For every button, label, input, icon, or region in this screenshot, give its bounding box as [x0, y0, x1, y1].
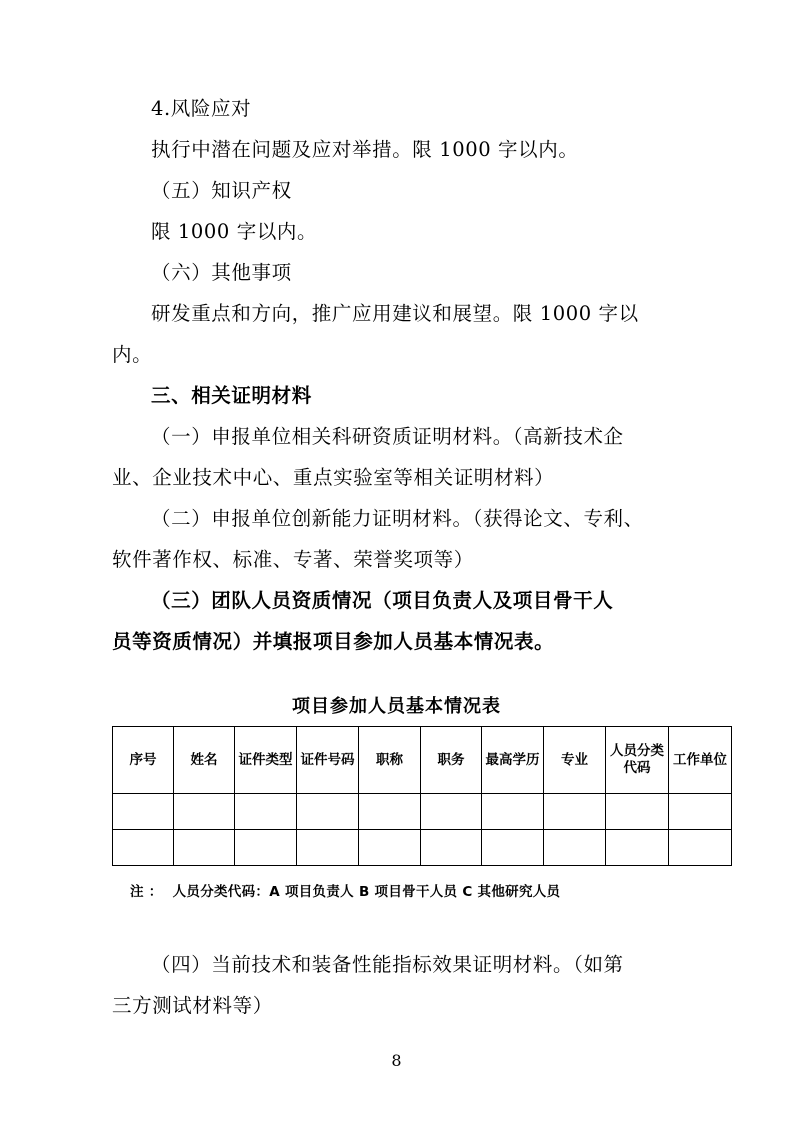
table-body	[113, 794, 732, 866]
table-note-text: 人员分类代码：A 项目负责人 B 项目骨干人员 C 其他研究人员	[172, 884, 561, 900]
project-participants-table	[112, 726, 732, 866]
table-cell[interactable]	[544, 794, 606, 830]
table-cell[interactable]	[297, 830, 359, 866]
table-header-cell-position: 职务	[421, 727, 482, 794]
table-header-cell-education: 最高学历	[482, 727, 544, 794]
table-header-row	[113, 727, 732, 794]
table-header-cell-person-code: 人员分类代码	[606, 727, 669, 794]
table-note-label: 注 ：	[130, 884, 163, 900]
paragraph-ip-body: 限 1000 字以内。	[151, 220, 318, 243]
table-header-cell-id-type: 证件类型	[235, 727, 297, 794]
paragraph-other-body-line2: 内。	[112, 343, 153, 366]
table-header-cell-title: 职称	[359, 727, 421, 794]
table-cell[interactable]	[606, 830, 669, 866]
table-cell[interactable]	[235, 794, 297, 830]
table-cell[interactable]	[174, 794, 235, 830]
table-cell[interactable]	[113, 830, 174, 866]
paragraph-risk-response-body: 执行中潜在问题及应对举措。限 1000 字以内。	[151, 138, 579, 161]
item-3-line2-text: 员等资质情况）并填报项目参加人员基本情况表。	[112, 630, 555, 653]
table-cell[interactable]	[113, 794, 174, 830]
table-cell[interactable]	[669, 794, 732, 830]
item-3-line1	[112, 580, 681, 621]
page-number: 8	[391, 1051, 402, 1070]
table-row	[113, 830, 732, 866]
paragraph-risk-response-title: 4.风险应对	[151, 97, 252, 120]
table-cell[interactable]	[235, 830, 297, 866]
item-2-line1: （二）申报单位创新能力证明材料。（获得论文、专利、	[151, 507, 644, 530]
table-cell[interactable]	[482, 830, 544, 866]
item-4-line2: 三方测试材料等）	[112, 994, 273, 1017]
table-header-cell-name: 姓名	[174, 727, 235, 794]
table-title: 项目参加人员基本情况表	[292, 696, 501, 717]
item-2-line2: 软件著作权、标准、专著、荣誉奖项等）	[112, 548, 474, 571]
paragraph-other-title: （六）其他事项	[151, 261, 292, 284]
table-cell[interactable]	[174, 830, 235, 866]
spacer-before-table	[112, 662, 681, 692]
spacer-after-note-2	[112, 930, 681, 944]
paragraph-ip-title: （五）知识产权	[151, 179, 292, 202]
table-header-cell-work-unit: 工作单位	[669, 727, 732, 794]
item-3-line1-text: （三）团队人员资质情况（项目负责人及项目骨干人	[151, 589, 614, 612]
section-heading-supporting-materials: 三、相关证明材料	[151, 384, 312, 407]
table-cell[interactable]	[482, 794, 544, 830]
table-header-cell-index: 序号	[113, 727, 174, 794]
table-header-cell-id-number: 证件号码	[297, 727, 359, 794]
table-cell[interactable]	[669, 830, 732, 866]
table-cell[interactable]	[359, 794, 421, 830]
table-cell[interactable]	[606, 794, 669, 830]
table-row	[113, 794, 732, 830]
item-1-line2: 业、企业技术中心、重点实验室等相关证明材料）	[112, 466, 555, 489]
item-3-line2	[112, 621, 681, 662]
table-note	[112, 880, 681, 900]
table-cell[interactable]	[297, 794, 359, 830]
item-1-line1: （一）申报单位相关科研资质证明材料。（高新技术企	[151, 425, 624, 448]
table-cell[interactable]	[421, 794, 482, 830]
paragraph-other-body-line1: 研发重点和方向，推广应用建议和展望。限 1000 字以	[151, 302, 639, 325]
table-header-cell-major: 专业	[544, 727, 606, 794]
table-cell[interactable]	[421, 830, 482, 866]
item-4-line1: （四）当前技术和装备性能指标效果证明材料。（如第	[151, 953, 624, 976]
spacer-after-note	[112, 900, 681, 930]
table-header	[113, 727, 732, 794]
table-cell[interactable]	[359, 830, 421, 866]
table-cell[interactable]	[544, 830, 606, 866]
